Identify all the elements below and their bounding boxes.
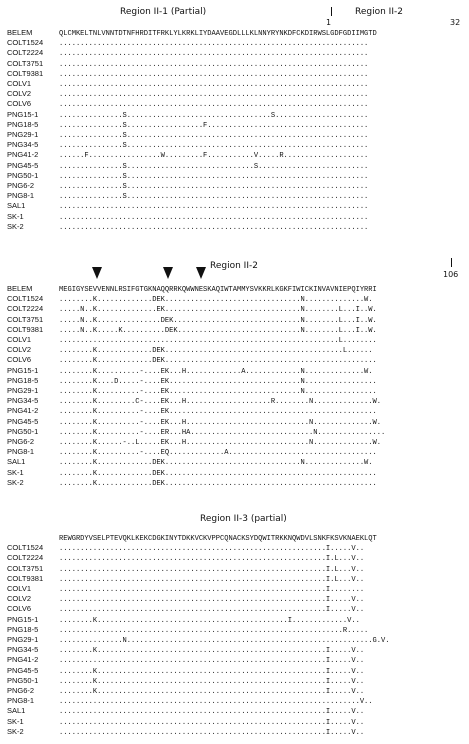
strain-sequence-row	[7, 59, 368, 68]
sequence-text: ........K....D.....-....EK...............................N.................	[59, 377, 377, 386]
sequence-text: ...............S..................F......................................	[59, 121, 369, 130]
position-number-32: 32	[450, 18, 461, 27]
strain-name: PNG18-5	[7, 375, 39, 385]
arrow-marker-3	[196, 267, 206, 279]
strain-name: COLT3751	[7, 58, 44, 68]
strain-sequence-row	[7, 686, 364, 695]
strain-name: PNG34-5	[7, 645, 39, 655]
strain-sequence-row	[7, 543, 364, 552]
region-label-ii-3: Region II-3 (partial)	[200, 514, 287, 524]
position-number-106: 106	[443, 270, 459, 279]
sequence-text: .....N..K..............EK................................N........L...I..W.	[59, 306, 377, 315]
strain-sequence-row	[7, 457, 373, 466]
strain-name: COLT9381	[7, 68, 44, 78]
strain-name: PNG45-5	[7, 160, 39, 170]
strain-name: PNG34-5	[7, 396, 39, 406]
sequence-text: .........................................................................	[59, 101, 369, 110]
sequence-text: .........................................................................	[59, 203, 369, 212]
position-tick-1	[331, 7, 332, 16]
strain-sequence-row	[7, 140, 368, 149]
strain-name: COLV1	[7, 79, 32, 88]
strain-name: PNG34-5	[7, 140, 39, 150]
strain-sequence-row	[7, 110, 368, 119]
strain-sequence-row	[7, 222, 368, 231]
strain-sequence-row	[7, 564, 364, 573]
strain-sequence-row	[7, 99, 368, 108]
region-label-ii-2b: Region II-2	[210, 261, 258, 271]
sequence-text: ......F.................W.........F...........V.....R....................	[59, 152, 369, 161]
strain-name: PNG18-5	[7, 624, 39, 634]
strain-name: SAL1	[7, 706, 26, 716]
strain-name: PNG50-1	[7, 426, 39, 436]
strain-name: BELEM	[7, 284, 33, 293]
region-label-ii-1: Region II-1 (Partial)	[120, 7, 207, 17]
strain-sequence-row	[7, 120, 368, 129]
strain-name: COLV1	[7, 584, 32, 593]
sequence-text: ...............................................................I.L...V..	[59, 565, 365, 574]
sequence-text: ........K.........C-....EK...H....................R........N..............W.	[59, 398, 382, 407]
strain-name: SK-2	[7, 726, 24, 736]
strain-name: COLV1	[7, 335, 32, 344]
strain-sequence-row	[7, 696, 373, 705]
strain-name: SAL1	[7, 201, 26, 211]
sequence-text: ........K.............DEK................................N..............W.	[59, 296, 373, 305]
sequence-text: ...............................................................I.....V..	[59, 596, 365, 605]
sequence-text: .........................................................................	[59, 60, 369, 69]
strain-sequence-row	[7, 604, 364, 613]
sequence-text: ........K..........-....EQ.............A...................................	[59, 449, 377, 458]
sequence-text: ........K.............DEK..................................................	[59, 479, 377, 488]
strain-sequence-row	[7, 150, 368, 159]
strain-name: PNG50-1	[7, 170, 39, 180]
sequence-text: ...............................................................I.....V..	[59, 545, 365, 554]
sequence-text: ........K......-..L.....EK...H.............................N..............W.	[59, 439, 382, 447]
strain-sequence-row	[7, 717, 364, 726]
sequence-text: ..................................................................L........	[59, 337, 377, 345]
strain-name: COLT1524	[7, 294, 44, 304]
strain-name: PNG15-1	[7, 614, 39, 624]
sequence-text: ........K..........-....EK...H.............A.............N..............W.	[59, 367, 373, 376]
sequence-text: ...............S.........................................................	[59, 183, 369, 191]
strain-name: COLV2	[7, 89, 32, 99]
strain-name: PNG29-1	[7, 635, 39, 644]
strain-name: PNG18-5	[7, 119, 39, 129]
sequence-text: ........K......................................................I.....V..	[59, 647, 365, 656]
alignment-block-2	[0, 248, 469, 488]
strain-name: COLT9381	[7, 573, 44, 583]
sequence-text: ........K......................................................I.....V..	[59, 677, 365, 686]
strain-sequence-row	[7, 69, 368, 78]
strain-sequence-row	[7, 315, 377, 324]
strain-sequence-row	[7, 325, 377, 334]
sequence-text: ........K......................................................I.....V..	[59, 688, 365, 696]
sequence-text: ...............S.........................................................	[59, 142, 369, 151]
position-tick-106	[451, 258, 452, 267]
strain-name: PNG8-1	[7, 447, 35, 457]
sequence-text: ...............S.........................................................	[59, 172, 369, 181]
strain-name: COLV2	[7, 345, 32, 355]
sequence-text: ...............S.........................................................	[59, 193, 369, 202]
strain-name: SK-2	[7, 221, 24, 231]
strain-name: COLV2	[7, 594, 32, 604]
strain-sequence-row	[7, 655, 364, 664]
strain-name: SAL1	[7, 457, 26, 467]
strain-sequence-row	[7, 171, 368, 180]
strain-sequence-row	[7, 406, 377, 415]
strain-sequence-row	[7, 584, 364, 593]
strain-name: COLT2224	[7, 48, 44, 58]
strain-name: SK-1	[7, 716, 24, 726]
strain-name: COLT2224	[7, 304, 44, 314]
strain-sequence-row	[7, 427, 385, 436]
strain-name: COLT1524	[7, 543, 44, 553]
strain-name: COLV6	[7, 604, 32, 614]
sequence-text: ...............................................................I.....V..	[59, 718, 365, 727]
sequence-text: ........K.............DEK..................................................	[59, 357, 377, 366]
strain-sequence-row	[7, 417, 381, 426]
sequence-text: ........K.............DEK..................................................	[59, 469, 377, 478]
reference-sequence-row	[7, 533, 377, 542]
sequence-text: .........................................................................	[59, 223, 369, 232]
strain-name: COLT3751	[7, 314, 44, 324]
sequence-text: ...............................................................I.....V..	[59, 728, 365, 737]
strain-sequence-row	[7, 635, 389, 644]
strain-name: COLT1524	[7, 38, 44, 48]
sequence-text: MEGIGYSEVVENNLRSIFGTGKNAQQRRKQWWNESKAQIWTAMMYSVKKRLKGKFIWICKINVAVNIEPQIYRRI	[59, 286, 377, 294]
position-number-1: 1	[326, 18, 332, 27]
strain-name: COLT2224	[7, 553, 44, 563]
sequence-text: ........K.............................................I.............V..	[59, 616, 360, 625]
strain-sequence-row	[7, 366, 373, 375]
strain-name: PNG8-1	[7, 696, 35, 706]
strain-sequence-row	[7, 79, 368, 88]
strain-sequence-row	[7, 396, 381, 405]
strain-sequence-row	[7, 48, 368, 57]
strain-sequence-row	[7, 437, 381, 446]
strain-name: PNG29-1	[7, 386, 39, 395]
strain-name: PNG41-2	[7, 655, 39, 665]
strain-sequence-row	[7, 376, 377, 385]
strain-sequence-row	[7, 615, 360, 624]
strain-sequence-row	[7, 645, 364, 654]
strain-name: PNG15-1	[7, 109, 39, 119]
reference-sequence-row	[7, 284, 377, 293]
arrow-marker-2	[163, 267, 173, 279]
strain-name: PNG50-1	[7, 675, 39, 685]
strain-sequence-row	[7, 386, 377, 395]
sequence-text: ........K.............DEK..........................................L......	[59, 347, 373, 356]
sequence-text: ........K.............DEK................................N..............W.	[59, 459, 373, 468]
strain-sequence-row	[7, 161, 368, 170]
strain-name: SK-1	[7, 211, 24, 221]
strain-name: SK-1	[7, 467, 24, 477]
sequence-text: .........................................................................	[59, 50, 369, 59]
strain-sequence-row	[7, 212, 368, 221]
strain-sequence-row	[7, 294, 373, 303]
strain-name: COLT3751	[7, 563, 44, 573]
strain-sequence-row	[7, 666, 364, 675]
sequence-text: QLCMKELTNLVNNTDTNFHRDITFRKLYLKRKLIYDAAVEGDLLLKLNNYRYNKDFCKDIRWSLGDFGDIIMGTD	[59, 30, 377, 38]
sequence-text: .........................................................................	[59, 91, 369, 100]
strain-sequence-row	[7, 355, 377, 364]
strain-sequence-row	[7, 447, 377, 456]
strain-sequence-row	[7, 478, 377, 487]
strain-name: PNG29-1	[7, 130, 39, 139]
strain-sequence-row	[7, 553, 364, 562]
arrow-marker-1	[92, 267, 102, 279]
strain-sequence-row	[7, 594, 364, 603]
strain-sequence-row	[7, 468, 377, 477]
sequence-text: ...............................................................I.L...V..	[59, 555, 365, 564]
strain-sequence-row	[7, 191, 368, 200]
strain-name: PNG41-2	[7, 150, 39, 160]
strain-name: COLV6	[7, 99, 32, 109]
strain-sequence-row	[7, 574, 364, 583]
strain-sequence-row	[7, 181, 368, 190]
strain-name: SK-2	[7, 477, 24, 487]
sequence-text: ...............................................................I.....V..	[59, 606, 365, 615]
strain-name: PNG6-2	[7, 686, 35, 695]
sequence-text: .........................................................................	[59, 40, 369, 49]
sequence-text: ...............................................................I.....V..	[59, 657, 365, 666]
sequence-text: .....N..K.....K..........DEK.............................N........L...I..W.	[59, 326, 377, 335]
reference-sequence-row	[7, 28, 377, 37]
strain-sequence-row	[7, 676, 364, 685]
sequence-text: ...............S..................................S......................	[59, 111, 369, 120]
sequence-text: ........K..........-....EK.................................................	[59, 408, 377, 417]
alignment-block-1	[0, 0, 469, 240]
sequence-text: .....N..K...............DEK..............................N........L...I..W.	[59, 316, 377, 325]
sequence-text: ........K..........-....ER...HA.............................N................	[59, 428, 386, 437]
sequence-text: ...............................................................I.....V..	[59, 708, 365, 717]
strain-sequence-row	[7, 201, 368, 210]
sequence-text: REWGRDYVSELPTEVQKLKEKCDGKINYTDKKVCKVPPCQNACKSYDQWITRKKNQWDVLSNKFKSVKNAEKLQT	[59, 535, 377, 543]
sequence-text: ...............S.........................................................	[59, 132, 369, 140]
strain-sequence-row	[7, 38, 368, 47]
sequence-text: ........K..........-....EK...............................N.................	[59, 388, 377, 396]
sequence-text: ...............................................................I.L...V..	[59, 575, 365, 584]
strain-name: PNG15-1	[7, 365, 39, 375]
strain-name: PNG45-5	[7, 416, 39, 426]
strain-name: PNG41-2	[7, 406, 39, 416]
sequence-text: ...................................................................R.....	[59, 626, 369, 635]
sequence-text: ...............................................................I........	[59, 586, 365, 594]
strain-sequence-row	[7, 130, 368, 139]
sequence-text: ...............N..........................................................G.V.	[59, 637, 390, 645]
strain-sequence-row	[7, 345, 373, 354]
sequence-text: .........................................................................	[59, 70, 369, 79]
strain-sequence-row	[7, 89, 368, 98]
strain-sequence-row	[7, 304, 377, 313]
strain-sequence-row	[7, 706, 364, 715]
sequence-text: ...............S..............................S..........................	[59, 162, 369, 171]
sequence-text: ........K......................................................I.....V..	[59, 667, 365, 676]
sequence-text: .......................................................................V..	[59, 698, 373, 707]
strain-name: BELEM	[7, 28, 33, 37]
strain-name: PNG45-5	[7, 665, 39, 675]
strain-name: PNG6-2	[7, 437, 35, 446]
sequence-text: .........................................................................	[59, 213, 369, 222]
strain-name: PNG8-1	[7, 191, 35, 201]
strain-sequence-row	[7, 625, 368, 634]
strain-sequence-row	[7, 727, 364, 736]
strain-name: COLT9381	[7, 324, 44, 334]
sequence-text: .........................................................................	[59, 81, 369, 89]
strain-sequence-row	[7, 335, 377, 344]
strain-name: PNG6-2	[7, 181, 35, 190]
strain-name: COLV6	[7, 355, 32, 365]
region-label-ii-2: Region II-2	[355, 7, 403, 17]
sequence-text: ........K..........-....EK...H.............................N..............W.	[59, 418, 382, 427]
alignment-block-3	[0, 500, 469, 744]
